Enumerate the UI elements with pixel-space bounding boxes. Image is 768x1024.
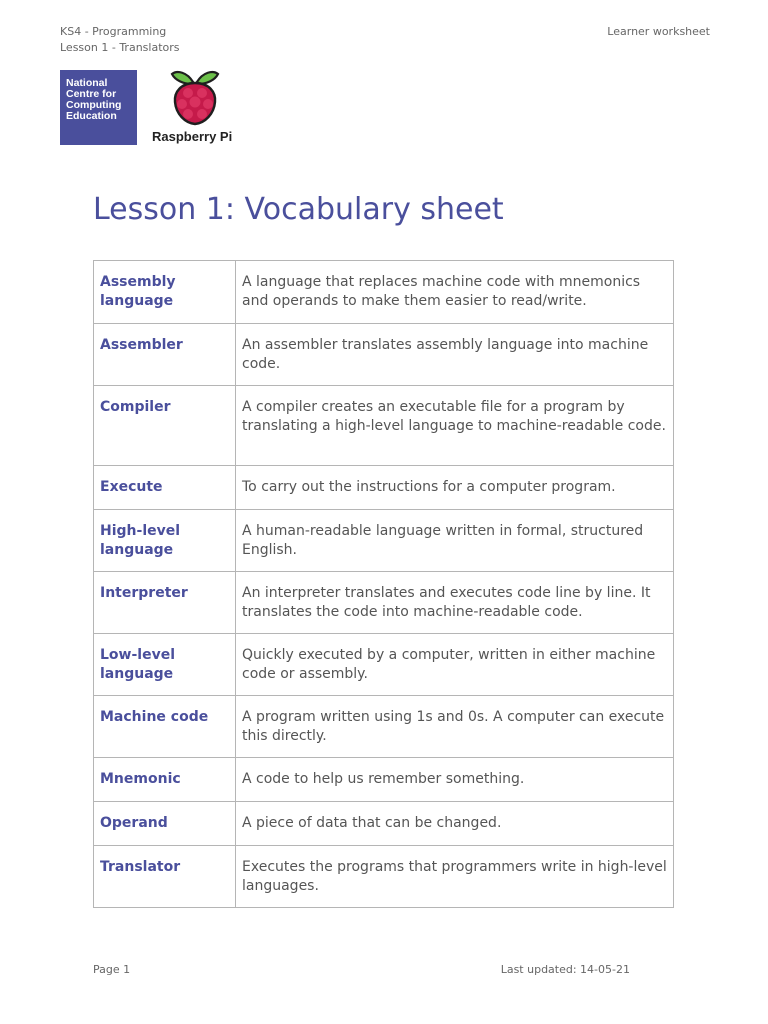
- ncce-logo-line: National: [66, 77, 108, 89]
- lesson-label: Lesson 1 - Translators: [60, 41, 180, 54]
- worksheet-type-label: Learner worksheet: [607, 25, 710, 38]
- term-cell: Compiler: [94, 386, 236, 466]
- definition-cell: An interpreter translates and executes code line by line. It translates the code into machine-readable code.: [236, 572, 674, 634]
- table-row: [94, 846, 674, 908]
- page-title: Lesson 1: Vocabulary sheet: [93, 192, 504, 227]
- course-label: KS4 - Programming: [60, 25, 167, 38]
- ncce-logo: [60, 70, 137, 145]
- definition-cell: A code to help us remember something.: [236, 758, 674, 802]
- table-row: [94, 261, 674, 324]
- raspberry-pi-wordmark: Raspberry Pi: [152, 129, 233, 144]
- term-cell: Machine code: [94, 696, 236, 758]
- table-row: [94, 386, 674, 466]
- definition-cell: Quickly executed by a computer, written in either machine code or assembly.: [236, 634, 674, 696]
- term-cell: Mnemonic: [94, 758, 236, 802]
- term-cell: High-level language: [94, 510, 236, 572]
- definition-cell: An assembler translates assembly language into machine code.: [236, 324, 674, 386]
- page-header-left: [60, 24, 180, 56]
- table-row: [94, 510, 674, 572]
- definition-cell: A compiler creates an executable file for a program by translating a high-level language to machine-readable code.: [236, 386, 674, 466]
- table-row: [94, 634, 674, 696]
- table-row: [94, 466, 674, 510]
- last-updated: Last updated: 14-05-21: [500, 963, 630, 976]
- ncce-logo-line: Centre for: [66, 88, 117, 100]
- raspberry-icon: [169, 68, 221, 126]
- vocabulary-table: [93, 260, 674, 908]
- page-number: Page 1: [93, 963, 131, 976]
- definition-cell: A human-readable language written in formal, structured English.: [236, 510, 674, 572]
- ncce-logo-line: Education: [66, 110, 117, 122]
- term-cell: Operand: [94, 802, 236, 846]
- definition-cell: A piece of data that can be changed.: [236, 802, 674, 846]
- table-row: [94, 802, 674, 846]
- raspberry-pi-logo: [152, 68, 242, 148]
- definition-cell: To carry out the instructions for a computer program.: [236, 466, 674, 510]
- term-cell: Translator: [94, 846, 236, 908]
- term-cell: Assembly language: [94, 261, 236, 324]
- table-row: [94, 758, 674, 802]
- term-cell: Interpreter: [94, 572, 236, 634]
- definition-cell: A program written using 1s and 0s. A computer can execute this directly.: [236, 696, 674, 758]
- ncce-logo-line: Computing: [66, 99, 122, 111]
- table-row: [94, 324, 674, 386]
- term-cell: Assembler: [94, 324, 236, 386]
- table-row: [94, 696, 674, 758]
- term-cell: Execute: [94, 466, 236, 510]
- term-cell: Low-level language: [94, 634, 236, 696]
- definition-cell: Executes the programs that programmers write in high-level languages.: [236, 846, 674, 908]
- table-row: [94, 572, 674, 634]
- definition-cell: A language that replaces machine code with mnemonics and operands to make them easier to read/write.: [236, 261, 674, 324]
